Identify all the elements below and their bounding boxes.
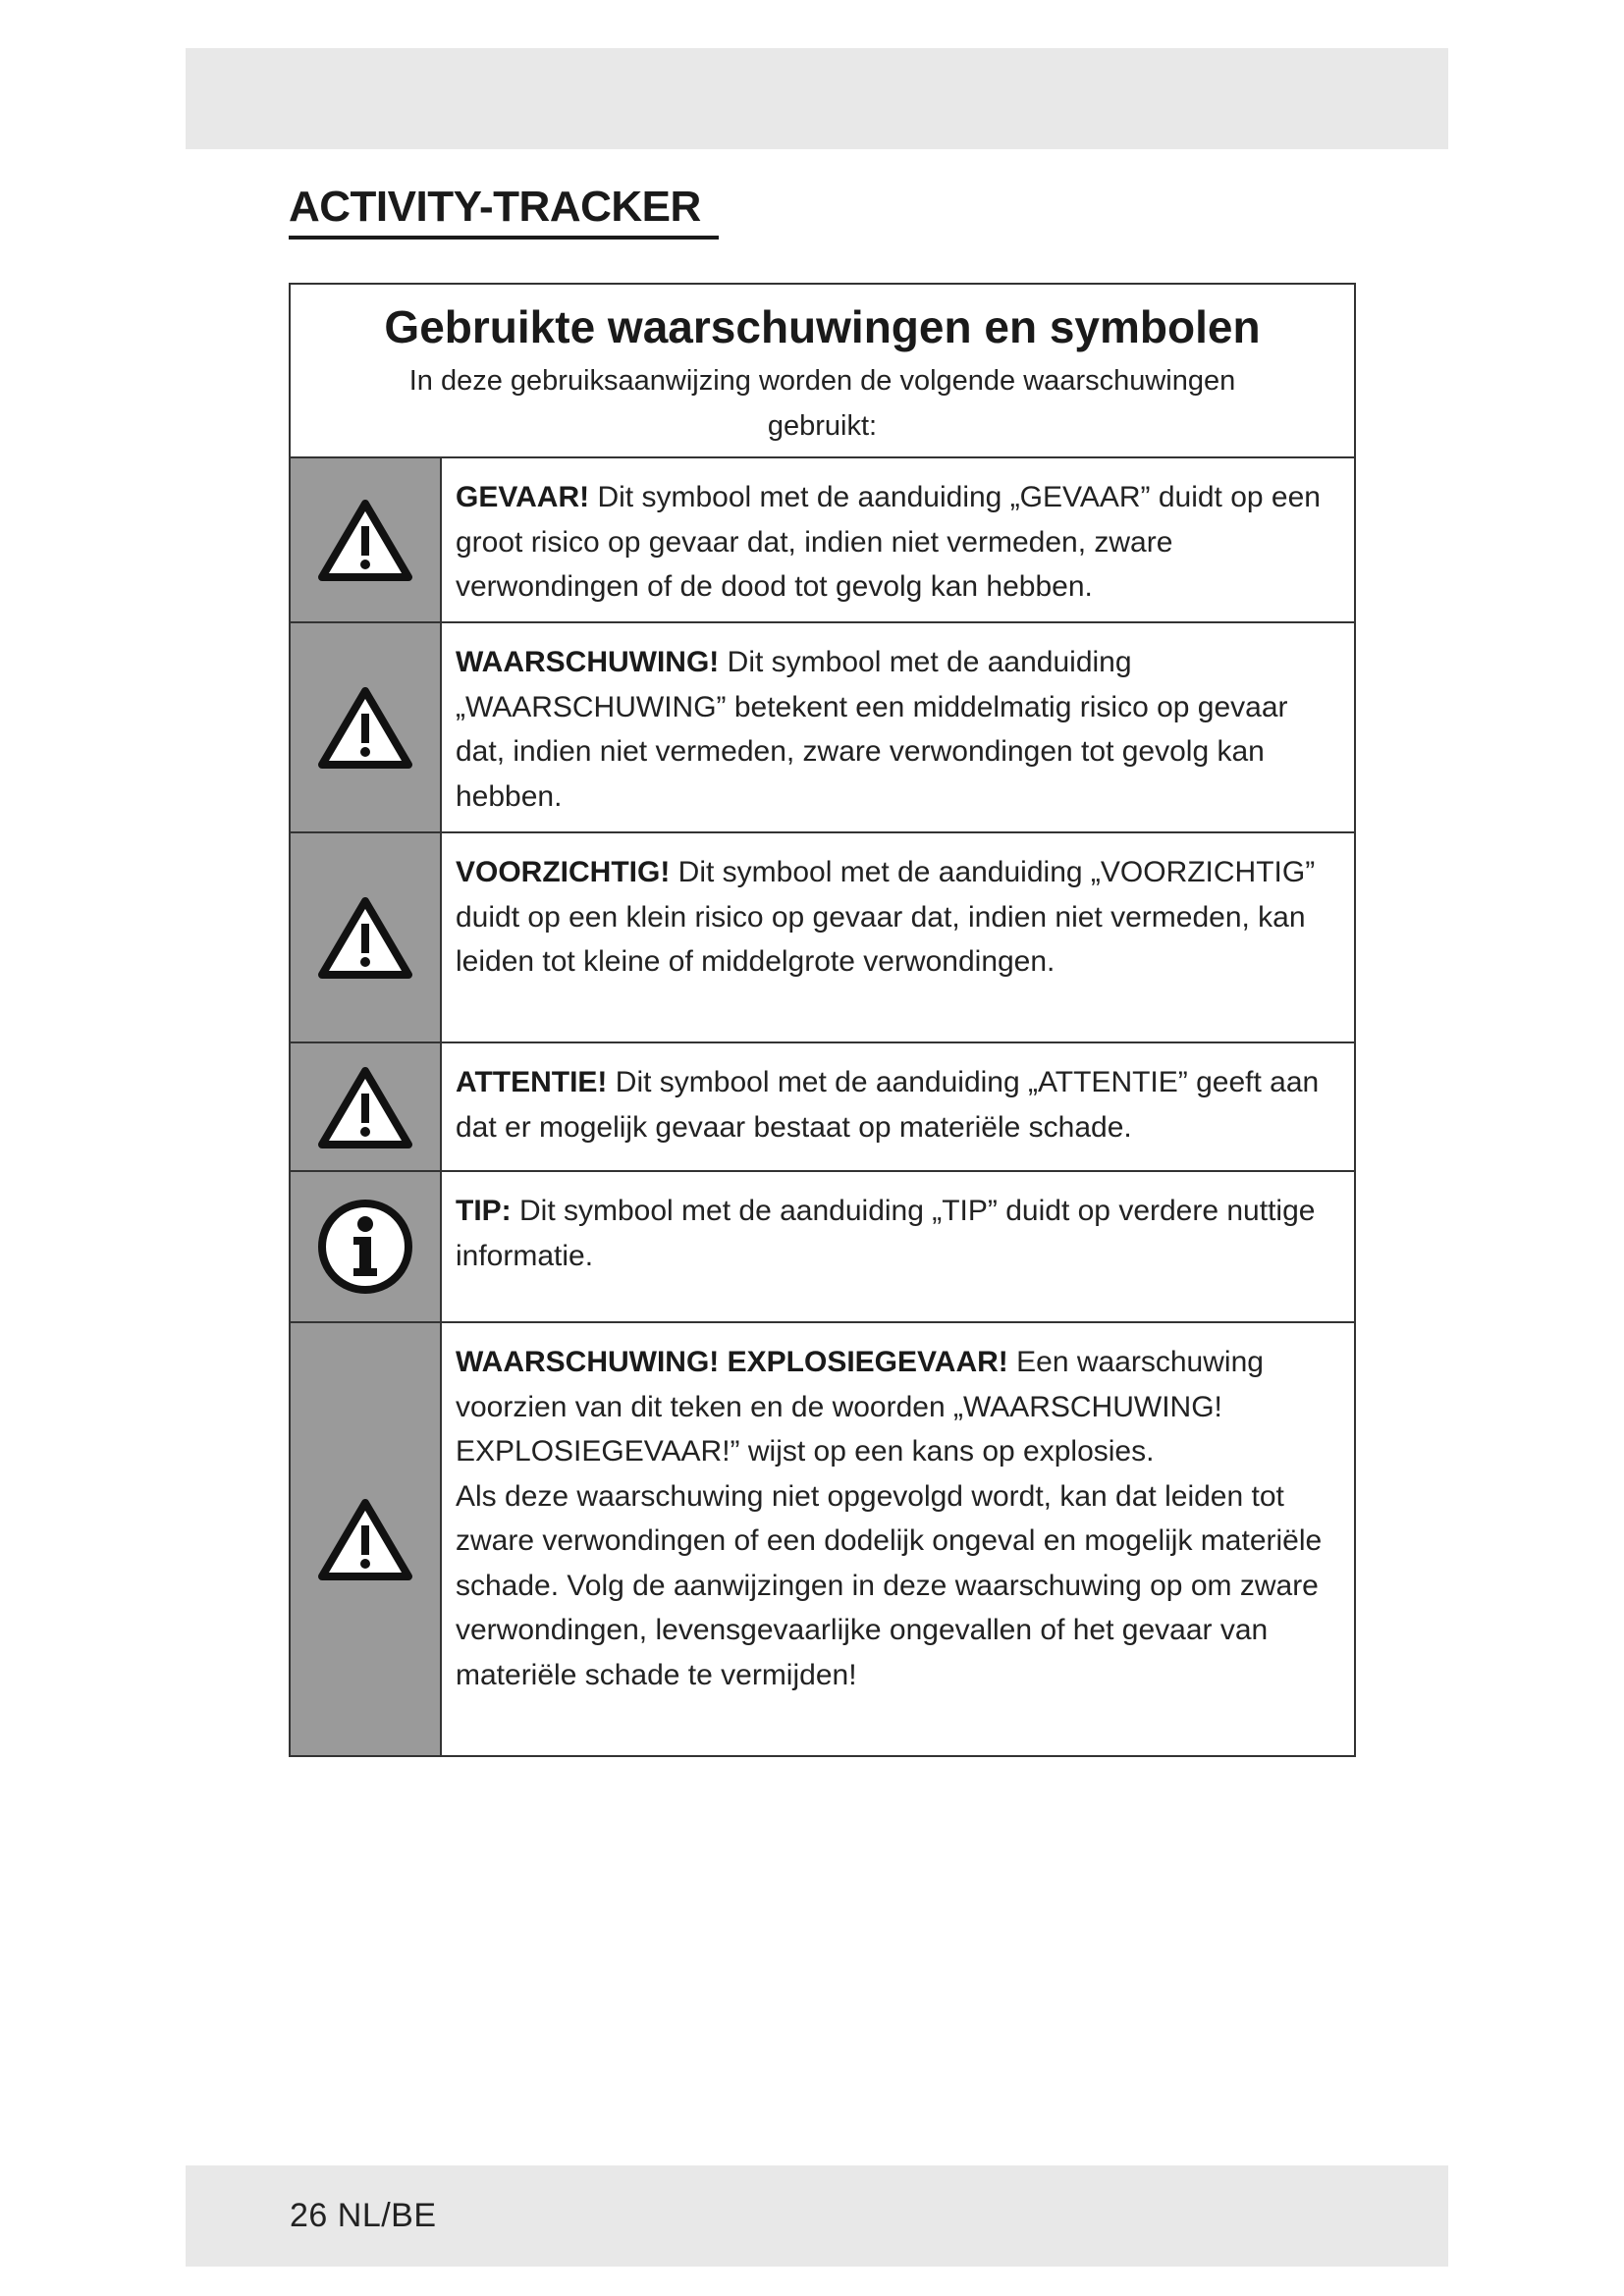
section-title: ACTIVITY-TRACKER	[289, 183, 719, 240]
row-keyword: GEVAAR!	[456, 481, 590, 513]
table-title: Gebruikte waarschuwingen en symbolen	[384, 301, 1261, 352]
row-description: Dit symbool met de aanduiding „ATTENTIE” geeft aan dat er mogelijk gevaar bestaat op materiële schade.	[456, 1066, 1320, 1144]
icon-cell	[291, 1323, 442, 1755]
row-keyword: WAARSCHUWING! EXPLOSIEGEVAAR!	[456, 1346, 1008, 1378]
row-text	[442, 1172, 1354, 1321]
row-text	[442, 1043, 1354, 1170]
footer-band	[186, 2165, 1448, 2267]
row-keyword: TIP:	[456, 1195, 512, 1227]
row-keyword: ATTENTIE!	[456, 1066, 608, 1098]
table-row-gevaar	[291, 458, 1354, 623]
table-row-voorzichtig	[291, 833, 1354, 1043]
table-row-attentie	[291, 1043, 1354, 1172]
row-text	[442, 833, 1354, 1041]
row-description: Dit symbool met de aanduiding „GEVAAR” duidt op een groot risico op gevaar dat, indien niet vermeden, zware verwondingen of de dood tot gevolg kan hebben.	[456, 481, 1321, 603]
table-header	[291, 285, 1354, 458]
row-text	[442, 1323, 1354, 1755]
row-keyword: WAARSCHUWING!	[456, 646, 720, 678]
warning-triangle-icon	[318, 896, 412, 979]
row-keyword: VOORZICHTIG!	[456, 856, 671, 888]
icon-cell	[291, 458, 442, 621]
row-text	[442, 458, 1354, 621]
icon-cell	[291, 623, 442, 831]
warning-triangle-icon	[318, 686, 412, 769]
row-description: Een waarschuwing voorzien van dit teken en de woorden „WAARSCHUWING! EXPLOSIEGEVAAR!” wijst op een kans op explosies.	[456, 1346, 1264, 1468]
row-text	[442, 623, 1354, 831]
icon-cell	[291, 1172, 442, 1321]
row-description: Dit symbool met de aanduiding „WAARSCHUWING” betekent een middelmatig risico op gevaar dat, indien niet vermeden, zware verwondingen tot gevolg kan hebben.	[456, 646, 1288, 813]
table-row-explosiegevaar	[291, 1323, 1354, 1755]
warning-triangle-icon	[318, 1498, 412, 1580]
warning-triangle-icon	[318, 499, 412, 581]
warnings-table	[289, 283, 1356, 1757]
info-icon	[316, 1198, 414, 1296]
row-description-continued: Als deze waarschuwing niet opgevolgd wordt, kan dat leiden tot zware verwondingen of een dodelijk ongeval en mogelijk materiële schade. Volg de aanwijzingen in deze waarschuwing op om zware verwondingen, levensgevaarlijke ongevallen of het gevaar van materiële schade te vermijden!	[456, 1479, 1323, 1691]
warning-triangle-icon	[318, 1066, 412, 1148]
table-row-tip	[291, 1172, 1354, 1323]
icon-cell	[291, 1043, 442, 1170]
row-description: Dit symbool met de aanduiding „TIP” duidt op verdere nuttige informatie.	[456, 1195, 1316, 1272]
header-band	[186, 48, 1448, 149]
table-row-waarschuwing	[291, 623, 1354, 833]
row-description: Dit symbool met de aanduiding „VOORZICHTIG” duidt op een klein risico op gevaar dat, indien niet vermeden, kan leiden tot kleine of middelgrote verwondingen.	[456, 856, 1316, 978]
page-number: 26 NL/BE	[290, 2197, 437, 2234]
icon-cell	[291, 833, 442, 1041]
table-intro: In deze gebruiksaanwijzing worden de volgende waarschuwingen gebruikt:	[408, 365, 1236, 443]
